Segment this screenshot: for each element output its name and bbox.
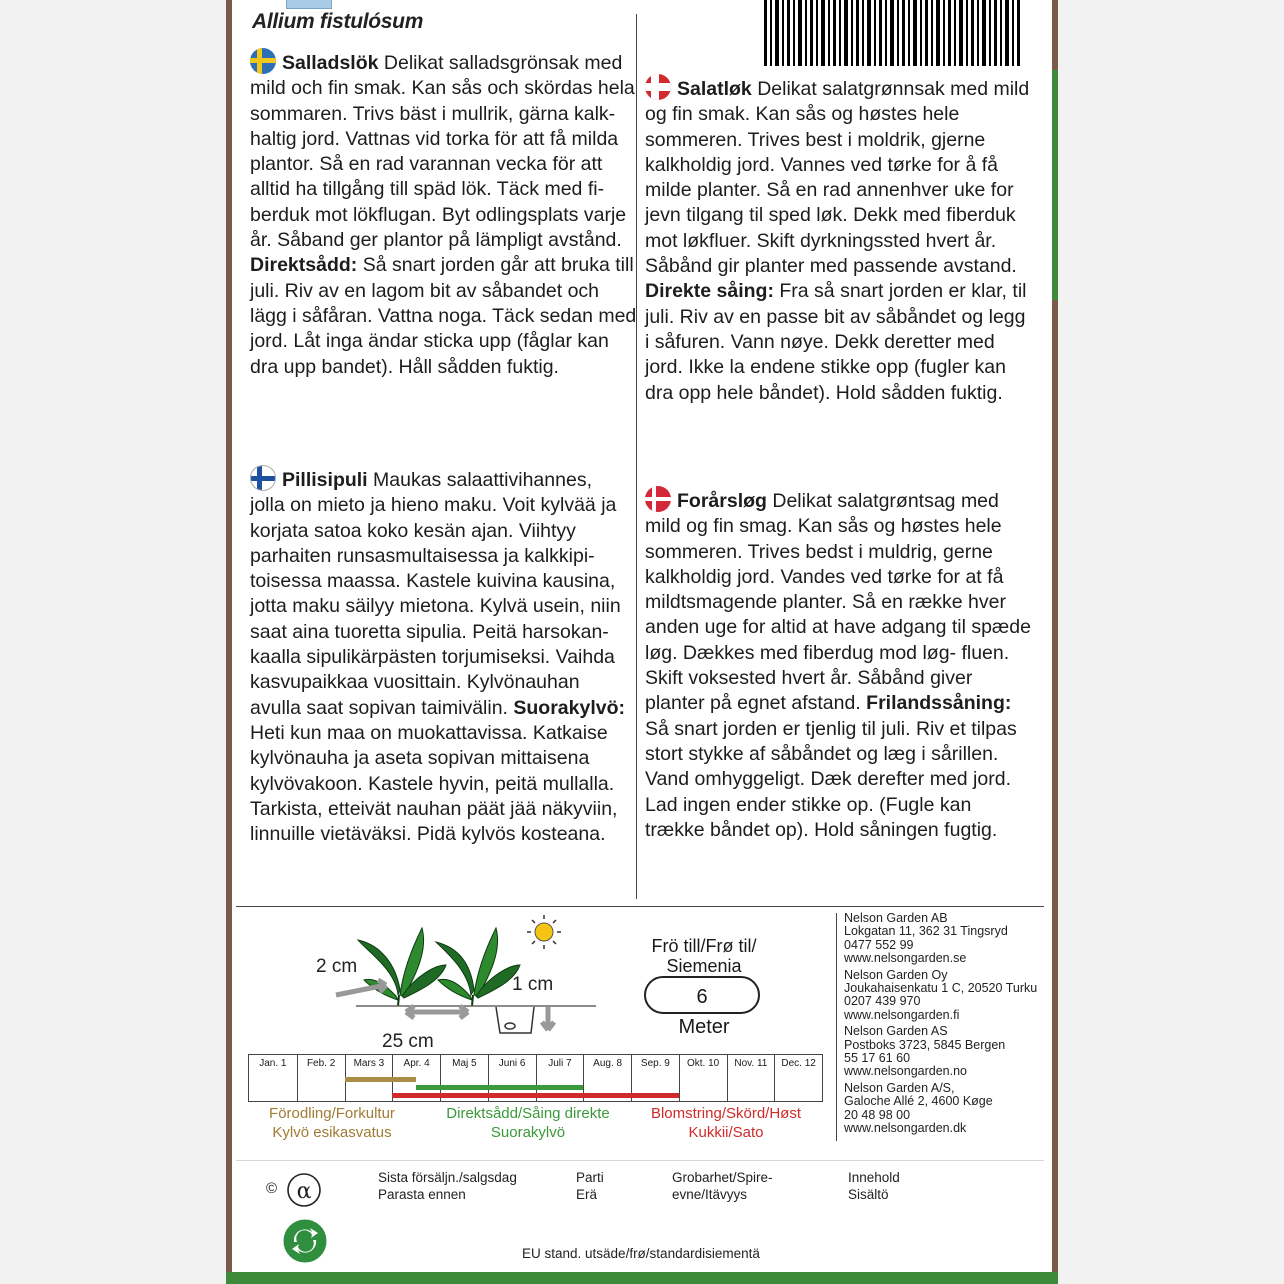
sowing-label-line1: Frö till/Frø til/ xyxy=(651,936,757,956)
section-title: Salatløk xyxy=(677,78,752,100)
company-divider xyxy=(836,913,837,1141)
company-phone: 20 48 98 00 xyxy=(844,1107,911,1122)
row-spacing-label: 25 cm xyxy=(382,1031,434,1052)
content-line2: Sisältö xyxy=(848,1187,889,1202)
company-name: Nelson Garden AS xyxy=(844,1024,948,1039)
germination-line2: evne/Itävyys xyxy=(672,1187,748,1202)
section-norwegian xyxy=(645,74,1035,406)
section-title: Forårsløg xyxy=(677,490,767,512)
seed-packet-back xyxy=(226,0,1058,1284)
calendar-month: Dec. 12 xyxy=(774,1055,822,1101)
company-web: www.nelsongarden.fi xyxy=(844,1007,960,1022)
germination-line1: Grobarhet/Spire- xyxy=(672,1170,773,1185)
calendar-month: Jan. 1 xyxy=(259,1058,287,1069)
calendar-month: Mars 3 xyxy=(345,1055,393,1101)
sowing-value: 6 xyxy=(644,976,760,1014)
edge-green-band xyxy=(1052,70,1058,300)
legend-harvest xyxy=(636,1104,816,1142)
legend-pre-culture xyxy=(248,1104,416,1142)
seed-icon xyxy=(505,1023,515,1029)
company-name: Nelson Garden A/S, xyxy=(844,1080,955,1095)
company-address: Joukahaisenkatu 1 C, 20520 Turku xyxy=(844,981,1038,996)
company-denmark xyxy=(844,1082,1058,1136)
calendar-month: Juni 6 xyxy=(488,1055,536,1101)
plant-spacing-arrow xyxy=(542,1007,554,1030)
batch xyxy=(576,1169,604,1203)
company-norway xyxy=(844,1025,1058,1079)
section-title: Salladslök xyxy=(282,52,379,74)
bar-direct-sowing xyxy=(416,1085,583,1090)
company-address: Lokgatan 11, 362 31 Tingsryd xyxy=(844,924,1008,939)
best-before-line2: Parasta ennen xyxy=(378,1187,466,1202)
row-spacing-arrow xyxy=(406,1006,468,1018)
batch-line1: Parti xyxy=(576,1170,604,1185)
top-tab xyxy=(286,0,332,9)
section-swedish xyxy=(250,48,640,380)
copyright-mark xyxy=(266,1180,277,1197)
section-finnish xyxy=(250,465,630,847)
calendar-month: Sep. 9 xyxy=(631,1055,679,1101)
company-finland xyxy=(844,969,1058,1023)
section-subtitle: Direktsådd: xyxy=(250,254,358,277)
sowing-unit: Meter xyxy=(678,1016,730,1038)
background-left xyxy=(0,0,226,1284)
legend-direct-sowing xyxy=(422,1104,634,1142)
section-subbody: Heti kun maa on muokattavissa. Katkaise kylvönauha ja aseta sopivan mittaisena kylvövakoon. Kastele hyvin, peitä mullalla. Tarkista, etteivät nauhan päät jää näkyviin, linnuille vietäväksi. Pidä kylvös kosteana. xyxy=(250,721,618,846)
content xyxy=(848,1169,900,1203)
company-info xyxy=(844,912,1058,1139)
calendar-month: Juli 7 xyxy=(536,1055,584,1101)
section-title: Pillisipuli xyxy=(282,469,368,491)
section-divider xyxy=(236,906,1044,907)
norway-flag-icon xyxy=(645,74,671,100)
bottom-green-strip xyxy=(226,1272,1058,1284)
content-line1: Innehold xyxy=(848,1170,900,1185)
section-subtitle: Suorakylvö: xyxy=(513,696,626,719)
calendar-month: Maj 5 xyxy=(440,1055,488,1101)
sun-icon xyxy=(527,915,561,949)
best-before-line1: Sista försäljn./salgsdag xyxy=(378,1170,517,1185)
legend-harvest-line1: Blomstring/Skörd/Høst xyxy=(650,1105,802,1122)
legend-direct-line2: Suorakylvö xyxy=(490,1124,566,1141)
section-body: Delikat salatgrønnsak med mild og fin smak. Kan sås og høstes hele sommeren. Trives best i moldrik, gjerne kalkholdig jord. Vannes ved tørke for å få milde planter. Så en rad annenhver uke for jevn tilgang til sped løk. Dekk med fiberduk mot løkfluer. Skift dyrkningssted hvert år. Såbånd gir planter med passende avstand. xyxy=(645,78,1030,278)
section-subtitle: Direkte såing: xyxy=(645,280,774,303)
plant-spacing-label: 1 cm xyxy=(512,974,554,995)
sweden-flag-icon xyxy=(250,48,276,74)
bar-harvest-1 xyxy=(392,1093,497,1098)
legend-pre-line2: Kylvö esikasvatus xyxy=(272,1124,392,1141)
latin-name: Allium fistulósum xyxy=(252,10,424,33)
section-body: Delikat salladsgrönsak med mild och fin smak. Kan sås och skördas hela sommaren. Trivs bäst i mullrik, gärna kalk- haltig jord. Vattnas vid torka för att få milda plantor. Så en rad varannan vecka för att alltid ha tillgång till späd lök. Täck med fi- berduk mot lökflugan. Byt odlingsplats varje år. Såband ger plantor på lämpligt avstånd. xyxy=(250,52,635,252)
eu-standard: EU stand. utsäde/frø/standardisiementä xyxy=(522,1246,760,1261)
depth-arrow xyxy=(336,980,386,995)
bar-harvest-2 xyxy=(497,1093,678,1098)
company-address: Galoche Allé 2, 4600 Køge xyxy=(844,1094,993,1109)
company-phone: 0477 552 99 xyxy=(844,937,914,952)
section-subtitle: Frilandssåning: xyxy=(866,692,1012,715)
section-subbody: Fra så snart jorden er klar, til juli. Riv av en passe bit av såbåndet og legg i såfuren. Vann nøye. Dekk deretter med jord. Ikke la endene stikke opp (fugler kan dra opp hele båndet). Hold sådden fuktig. xyxy=(645,280,1027,404)
section-body: Maukas salaattivihannes, jolla on mieto ja hieno maku. Voit kylvää ja korjata satoa koko kesän ajan. Viihtyy parhaiten runsasmultaisessa ja kalkkipi- toisessa maassa. Kastele kuivina kausina, jotta maku säilyy mietona. Kylvä usein, niin saat aina tuoretta sipulia. Peitä harsokan- kaalla sipulikärpästen torjumiseksi. Vaihda kasvupaikkaa vuosittain. Kylvönauhan avulla saat sopivan taimivälin. xyxy=(250,469,621,719)
batch-line2: Erä xyxy=(576,1187,598,1202)
company-web: www.nelsongarden.se xyxy=(844,951,967,966)
best-before xyxy=(378,1169,517,1203)
section-body: Delikat salatgrøntsag med mild og fin smag. Kan sås og høstes hele sommeren. Trives bedst i muldrig, gerne kalkholdig jord. Vandes ved tørke for at få mildtsmagende planter. Så en række hver anden uge for altid at have adgang til spæde løg. Dækkes med fiberdug mod løg- fluen. Skift voksested hvert år. Såbånd giver planter på egnet afstand. xyxy=(645,490,1031,715)
legend-direct-line1: Direktsådd/Såing direkte xyxy=(446,1105,610,1122)
section-subbody: Så snart jorden er tjenlig til juli. Riv et tilpas stort stykke af såbåndet og læg i sårillen. Vand omhyggeligt. Dæk derefter med jord. Lad ingen ender stikke op. (Fugle kan trække båndet op). Hold såningen fugtig. xyxy=(645,717,1017,841)
alpha-logo-icon xyxy=(286,1172,322,1208)
svg-text:α: α xyxy=(296,1179,312,1204)
footer-divider xyxy=(236,1160,1044,1161)
company-name: Nelson Garden Oy xyxy=(844,967,948,982)
company-web: www.nelsongarden.no xyxy=(844,1064,967,1079)
background-right xyxy=(1058,0,1284,1284)
finland-flag-icon xyxy=(250,465,276,491)
calendar-month: Aug. 8 xyxy=(583,1055,631,1101)
sowing-calendar xyxy=(248,1054,823,1102)
section-danish xyxy=(645,486,1035,843)
sowing-quantity xyxy=(644,936,764,976)
company-sweden xyxy=(844,912,1058,966)
company-phone: 55 17 61 60 xyxy=(844,1051,911,1066)
calendar-month: Feb. 2 xyxy=(297,1055,345,1101)
legend-pre-line1: Förodling/Forkultur xyxy=(269,1105,395,1122)
seed-cup xyxy=(496,1007,534,1033)
company-name: Nelson Garden AB xyxy=(844,911,948,925)
barcode xyxy=(764,0,1024,66)
recycle-icon xyxy=(282,1218,328,1264)
legend-harvest-line2: Kukkii/Sato xyxy=(688,1124,764,1141)
depth-label: 2 cm xyxy=(316,956,358,977)
plant-icon xyxy=(358,928,446,1006)
company-web: www.nelsongarden.dk xyxy=(844,1121,967,1136)
denmark-flag-icon xyxy=(645,486,671,512)
calendar-month: Okt. 10 xyxy=(679,1055,727,1101)
plant-icon xyxy=(436,928,520,1006)
bar-pre-culture xyxy=(345,1077,417,1082)
packet-edge-left xyxy=(226,0,232,1284)
company-address: Postboks 3723, 5845 Bergen xyxy=(844,1037,1006,1052)
calendar-month: Nov. 11 xyxy=(727,1055,775,1101)
company-phone: 0207 439 970 xyxy=(844,994,921,1009)
sowing-label-line2: Siemenia xyxy=(666,956,742,976)
germination xyxy=(672,1169,773,1203)
calendar-month: Apr. 4 xyxy=(392,1055,440,1101)
copyright-icon: © xyxy=(266,1180,278,1197)
section-subbody: Så snart jorden går att bruka till juli. Riv av en lagom bit av såbandet och lägg i såfåran. Vattna noga. Täck sedan med jord. Låt inga ändar sticka upp (fåglar kan dra upp bandet). Håll sådden fuktig. xyxy=(250,254,637,378)
